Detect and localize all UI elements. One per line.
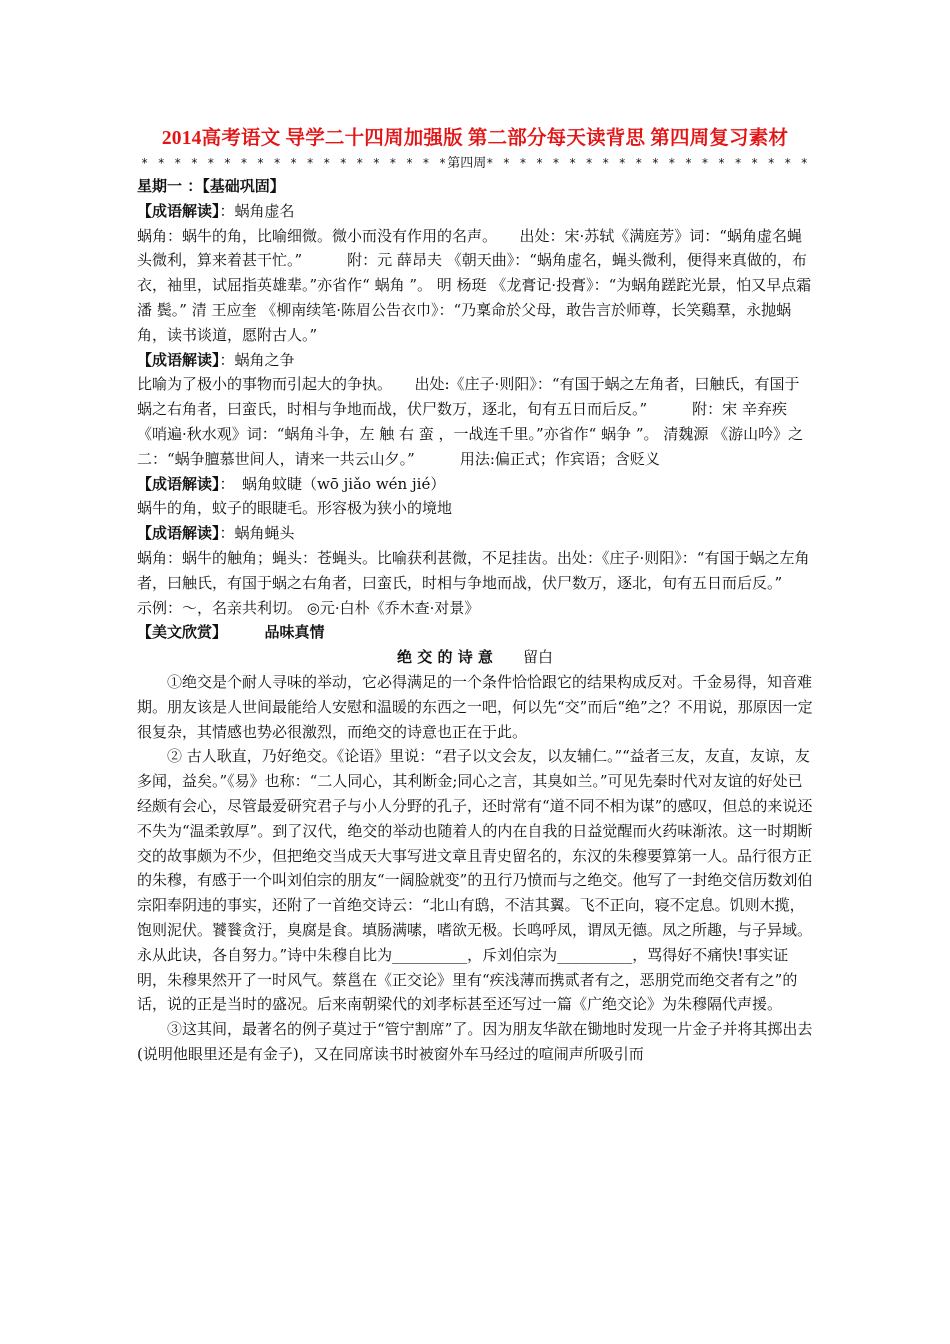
idiom-body: 蜗角：蜗牛的触角；蝇头：苍蝇头。比喻获利甚微，不足挂齿。出处：《庄子·则阳》：“有国于蜗之左角者，曰触氏，有国于蜗之右角者，曰蛮氏，时相与争地而战，伏尸数万，逐北，旬有五日而后反。” xyxy=(137,548,810,592)
idiom-heading xyxy=(137,199,813,224)
idiom-label: 【成语解读】 xyxy=(137,350,220,369)
idiom-block-2 xyxy=(137,348,813,472)
day-heading: 星期一 ：【基础巩固】 xyxy=(137,177,285,195)
fill-blank-2: __________ xyxy=(557,945,633,964)
stars-right: * * * * * * * * * * * * * * * * * * * * xyxy=(486,156,809,170)
idiom-body: 蜗牛的角，蚊子的眼睫毛。形容极为狭小的境地 xyxy=(137,499,453,518)
appreciation-heading xyxy=(137,620,813,645)
idiom-label: 【成语解读】 xyxy=(137,474,220,493)
idiom-heading xyxy=(137,521,813,546)
essay-title: 绝 交 的 诗 意 xyxy=(397,648,493,667)
essay-paragraph-3: ③这其间，最著名的例子莫过于“管宁割席”了。因为朋友华歆在锄地时发现一片金子并将其掷出去(说明他眼里还是有金子)，又在同席读书时被窗外车马经过的喧闹声所吸引而 xyxy=(137,1020,813,1063)
essay-paragraph-1: ①绝交是个耐人寻味的举动，它必得满足的一个条件恰恰跟它的结果构成反对。千金易得，知音难期。朋友该是人世间最能给人安慰和温暖的东西之一吧，何以先“交”而后“绝”之？不用说，那原因一定很复杂，其情感也势必很激烈，而绝交的诗意也正在于此。 xyxy=(137,672,813,741)
idiom-heading xyxy=(137,348,813,373)
essay-author: 留白 xyxy=(522,648,553,667)
page-title: 2014高考语文 导学二十四周加强版 第二部分每天读背思 第四周复习素材 xyxy=(161,128,789,149)
para2-text-a: ② 古人耿直，乃好绝交。《论语》里说：“君子以文会友，以友辅仁。”“益者三友，友直，友谅，友多闻，益矣。”《易》也称：“二人同心，其利断金;同心之言，其臭如兰。”可见先秦时代对友谊的好处已经颇有会心，尽管最爱研究君子与小人分野的孔子，还时常有“道不同不相为谋”的感叹，但总的来说还不失为“温柔敦厚”。到了汉代，绝交的举动也随着人的内在自我的日益觉醒而火药味渐浓。这一时期断交的故事颇为不少，但把绝交当成天大事写进文章且青史留名的，东汉的朱穆要算第一人。品行很方正的朱穆，有感于一个叫刘伯宗的朋友“一阔脸就变”的丑行乃愤而与之绝交。他写了一封绝交信历数刘伯宗阳奉阴违的事实，还附了一首绝交诗云：“北山有鸱，不洁其翼。飞不正向，寝不定息。饥则木揽，饱则泥伏。饕餮贪汙，臭腐是食。填肠满嗉，嗜欲无极。长鸣呼凤，谓凤无德。凤之所趣，与子异域。永从此诀，各自努力。”诗中朱穆自比为 xyxy=(137,747,813,964)
idiom-example: 示例：～，名亲共利切。 ◎元·白朴《乔木查·对景》 xyxy=(137,598,480,617)
document-page xyxy=(137,126,813,1067)
idiom-block-1 xyxy=(137,199,813,348)
appreciation-subtitle: 品味真情 xyxy=(264,623,325,642)
idiom-name: ：蜗角蝇头 xyxy=(219,524,295,543)
idiom-name: ：蜗角之争 xyxy=(219,350,295,369)
idiom-body: 比喻为了极小的事物而引起大的争执。 出处:《庄子·则阳》：“有国于蜗之左角者，曰触氏，有国于蜗之右角者，曰蛮氏，时相与争地而战，伏尸数万，逐北，旬有五日而后反。” 附：宋 辛弃疾 《哨遍·秋水观》词：“蜗角斗争，左 触 右 蛮 ，一战连千里。”亦省作“ 蜗争 ”。 清魏源 《游山吟》之二：“蜗争膻慕世间人，请来一共云山夕。” 用法:偏正式；作宾语；含贬义 xyxy=(137,375,804,468)
idiom-name: ：蜗角虚名 xyxy=(219,201,295,220)
essay-title-line xyxy=(137,645,813,670)
idiom-name: ： 蜗角蚊睫（wō jiǎo wén jié） xyxy=(219,474,446,493)
essay-paragraph-2 xyxy=(137,744,813,1017)
week-label: 第四周 xyxy=(447,156,487,171)
fill-blank-1: __________ xyxy=(392,945,468,964)
idiom-block-3 xyxy=(137,472,813,522)
para2-text-b: ，斥刘伯宗为 xyxy=(467,945,558,964)
idiom-block-4 xyxy=(137,521,813,620)
idiom-label: 【成语解读】 xyxy=(137,524,220,543)
idiom-body: 蜗角：蜗牛的角，比喻细微。微小而没有作用的名声。 出处：宋·苏轼《满庭芳》词：“蜗角虚名蝇头微利，算来着甚干忙。” 附：元 薛昂夫 《朝天曲》：“蜗角虚名，蝇头微利，便得来真做的，布衣，袖里，试屈指英雄辈。”亦省作“ 蜗角 ”。 明 杨珽 《龙膏记·投膏》：“为蜗角蹉跎光景，怕又早点霜 潘 鬓。” 清 王应奎 《柳南续笔·陈眉公告衣巾》：“乃稟命於父母，敢告言於师尊，长笑鷄羣，永抛蜗角，读书谈道，愿附古人。” xyxy=(137,226,812,344)
appreciation-label: 【美文欣赏】 xyxy=(137,623,220,642)
idiom-label: 【成语解读】 xyxy=(137,201,220,220)
idiom-heading xyxy=(137,472,813,497)
para2-text-c: ，骂得好不痛快!事实证明，朱穆果然开了一时风气。蔡邕在《正交论》里有“疾浅薄而携贰者有之，恶朋党而绝交者有之”的话，说的正是当时的盛况。后来南朝梁代的刘孝标甚至还写过一篇《广绝交论》为朱穆隔代声援。 xyxy=(137,945,798,1014)
week-separator xyxy=(137,153,813,174)
stars-left: * * * * * * * * * * * * * * * * * * * xyxy=(141,156,448,170)
